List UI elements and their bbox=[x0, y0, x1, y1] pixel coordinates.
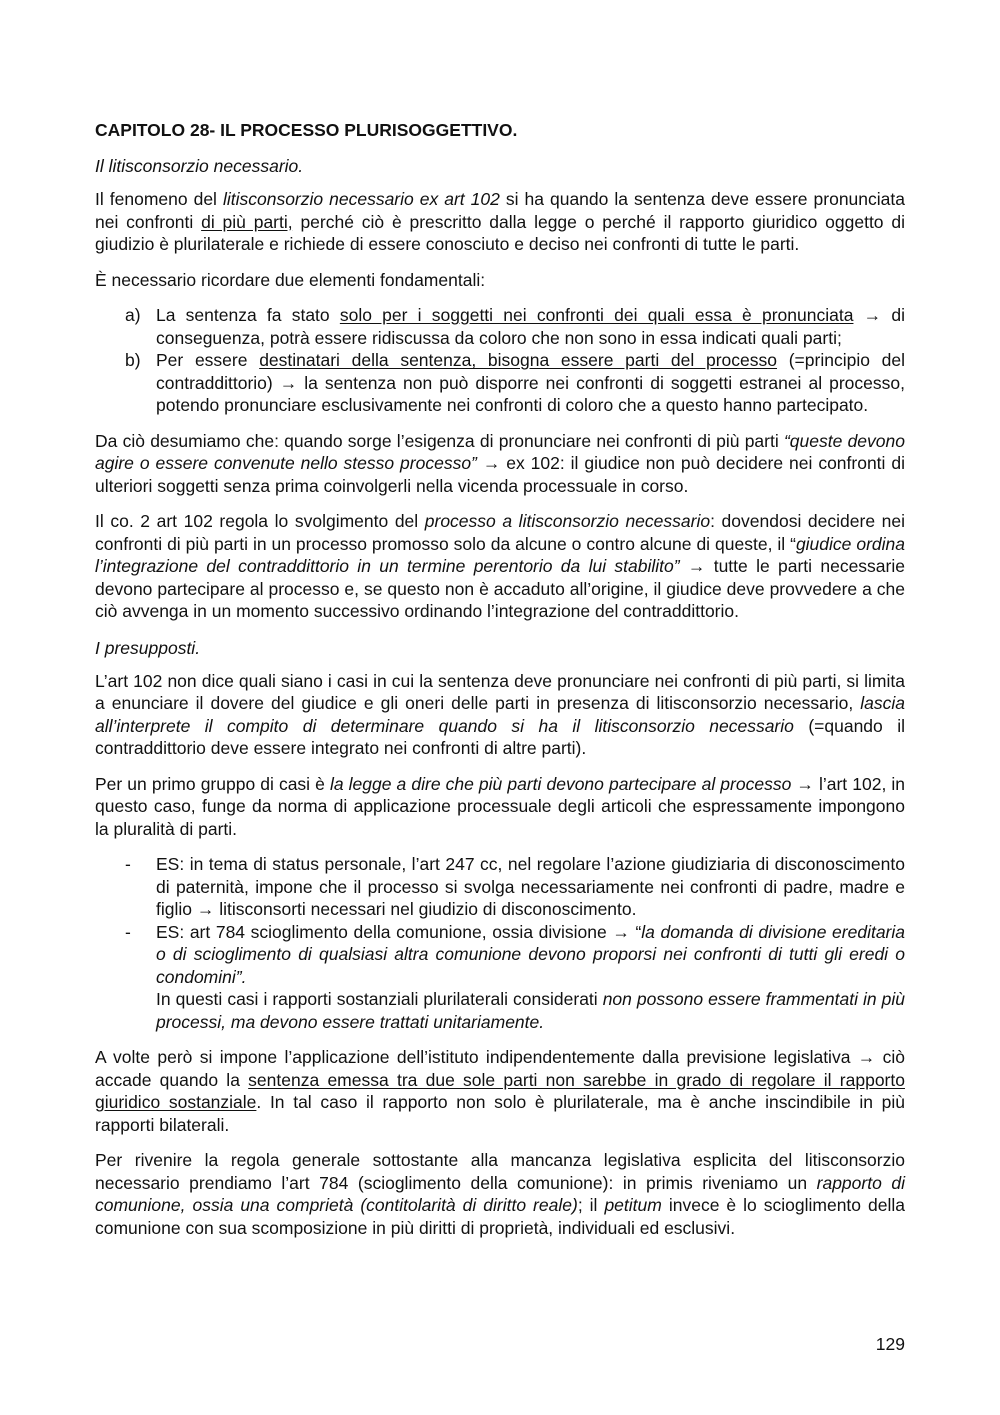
text-run: A volte però si impone l’applicazione dell’istituto indipendentemente dalla previsione legislativa → ciò accade quando la bbox=[95, 1047, 905, 1090]
text-run: ; il bbox=[577, 1195, 605, 1215]
underlined-text: di più parti, bbox=[201, 211, 293, 232]
list-item bbox=[95, 921, 905, 1034]
underlined-text: sentenza emessa tra due sole parti non sarebbe in grado di regolare il rapporto giuridico sostanziale bbox=[95, 1069, 905, 1112]
italic-text: litisconsorzio necessario ex art 102 bbox=[222, 189, 500, 209]
italic-text: processo a litisconsorzio necessario bbox=[424, 511, 711, 531]
text-run: Il co. 2 art 102 regola lo svolgimento del bbox=[95, 511, 425, 531]
text-run: perché ciò è prescritto dalla legge o perché il rapporto giuridico oggetto di giudizio è plurilaterale e richiede di essere conosciuto e deciso nei confronti di tutte le parti. bbox=[95, 211, 905, 254]
text-run: Per rivenire la regola generale sottostante alla mancanza legislativa esplicita del litisconsorzio necessario prendiamo l’art 784 (scioglimento della comunione): in primis riveniamo un bbox=[95, 1150, 905, 1193]
list-marker: - bbox=[125, 854, 131, 874]
text-run: L’art 102 non dice quali siano i casi in cui la sentenza deve pronunciare nei confronti di più parti, si limita a enunciare il dovere del giudice e gli oneri delle parti in presenza di litisconsorzio necessario, bbox=[95, 670, 905, 713]
italic-text: rapporto di comunione, ossia una comprietà (contitolarità di diritto reale) bbox=[95, 1172, 905, 1215]
list-marker: a) bbox=[125, 305, 141, 325]
page-number: 129 bbox=[875, 1334, 905, 1354]
text-run: La sentenza fa stato bbox=[156, 305, 340, 325]
italic-text: la legge a dire che più parti devono partecipare al processo bbox=[329, 773, 792, 794]
list-marker: - bbox=[125, 921, 131, 942]
document-body bbox=[95, 154, 905, 1239]
text-run: Il litisconsorzio necessario. bbox=[95, 156, 304, 176]
paragraph bbox=[95, 773, 905, 841]
chapter-title: CAPITOLO 28- IL PROCESSO PLURISOGGETTIVO. bbox=[95, 120, 518, 140]
list-item-continuation bbox=[156, 988, 905, 1033]
italic-text: giudice ordina l’integrazione del contraddittorio in un termine perentorio da lui stabilito” bbox=[95, 533, 905, 576]
list-marker: b) bbox=[125, 350, 141, 370]
text-run: In questi casi i rapporti sostanziali plurilaterali considerati bbox=[156, 989, 603, 1009]
underlined-text: destinatari della sentenza, bisogna essere parti del processo bbox=[259, 350, 778, 370]
paragraph bbox=[95, 188, 905, 256]
paragraph bbox=[95, 510, 905, 623]
text-run: ES: art 784 scioglimento della comunione, ossia divisione → “ bbox=[156, 921, 642, 942]
text-run: si ha quando la sentenza deve essere pronunciata nei confronti bbox=[95, 189, 905, 232]
list bbox=[95, 853, 905, 1033]
paragraph bbox=[95, 269, 905, 292]
italic-text: la domanda di divisione ereditaria o di scioglimento di qualsiasi altra comunione devono proporsi nei confronti di tutti gli eredi o condomini”. bbox=[156, 921, 905, 987]
text-run: Per essere bbox=[156, 350, 260, 370]
paragraph bbox=[95, 1046, 905, 1136]
text-run: . In tal caso il rapporto non solo è plurilaterale, ma è anche inscindibile in più rapporti bilaterali. bbox=[95, 1092, 905, 1135]
paragraph bbox=[95, 1149, 905, 1239]
text-run: → ex 102: il giudice non può decidere nei confronti di ulteriori soggetti senza prima coinvolgerli nella vicenda processuale in corso. bbox=[95, 453, 905, 496]
text-run: I presupposti. bbox=[95, 637, 201, 658]
list bbox=[95, 304, 905, 417]
text-run: Il fenomeno del bbox=[95, 189, 223, 209]
text-run: ES: in tema di status personale, l’art 247 cc, nel regolare l’azione giudiziaria di disconoscimento di paternità, impone che il processo si svolga necessariamente nei confronti di padre, madre e figlio → litisconsorti necessari nel giudizio di disconoscimento. bbox=[156, 854, 905, 919]
text-run: Da ciò desumiamo che: quando sorge l’esigenza di pronunciare nei confronti di più parti bbox=[95, 430, 784, 451]
text-run: : dovendosi decidere nei confronti di più parti in un processo promosso solo da alcune o contro alcune di queste, il “ bbox=[95, 511, 905, 554]
underlined-text: solo per i soggetti nei confronti dei quali essa è pronunciata bbox=[339, 305, 854, 325]
italic-text: “queste devono agire o essere convenute nello stesso processo” bbox=[95, 430, 905, 473]
document-page bbox=[95, 118, 905, 1252]
paragraph bbox=[95, 430, 905, 498]
list-item bbox=[95, 853, 905, 921]
text-run: → tutte le parti necessarie devono partecipare al processo e, se questo non è accaduto all’origine, il giudice deve provvedere a che ciò avvenga in un momento successivo ordinando l’integrazione del contraddittorio. bbox=[95, 556, 905, 621]
text-run: → di conseguenza, potrà essere ridiscussa da coloro che non sono in essa indicati quali parti; bbox=[156, 305, 905, 348]
text-run: È necessario ricordare due elementi fondamentali: bbox=[95, 269, 486, 290]
italic-text: petitum bbox=[604, 1195, 662, 1215]
italic-text: non possono essere frammentati in più processi, ma devono essere trattati unitariamente. bbox=[156, 989, 905, 1032]
section-subheading bbox=[95, 636, 905, 660]
italic-text: lascia all’interprete il compito di determinare quando si ha il litisconsorzio necessario bbox=[95, 693, 905, 736]
list-item bbox=[95, 304, 905, 349]
text-run: invece è lo scioglimento della comunione con sua scomposizione in più diritti di proprietà, individuali ed esclusivi. bbox=[95, 1195, 905, 1238]
list-item bbox=[95, 349, 905, 417]
section-subheading bbox=[95, 154, 905, 178]
paragraph bbox=[95, 670, 905, 760]
text-run: Per un primo gruppo di casi è bbox=[95, 773, 330, 794]
text-run: → l’art 102, in questo caso, funge da norma di applicazione processuale degli articoli che espressamente impongono la pluralità di parti. bbox=[95, 773, 905, 839]
text-run: (=principio del contraddittorio) → la sentenza non può disporre nei confronti di soggetti estranei al processo, potendo pronunciare esclusivamente nei confronti di coloro che a questo hanno partecipato. bbox=[156, 350, 906, 415]
text-run: (=quando il contraddittorio deve essere integrato nei confronti di altre parti). bbox=[95, 715, 905, 758]
